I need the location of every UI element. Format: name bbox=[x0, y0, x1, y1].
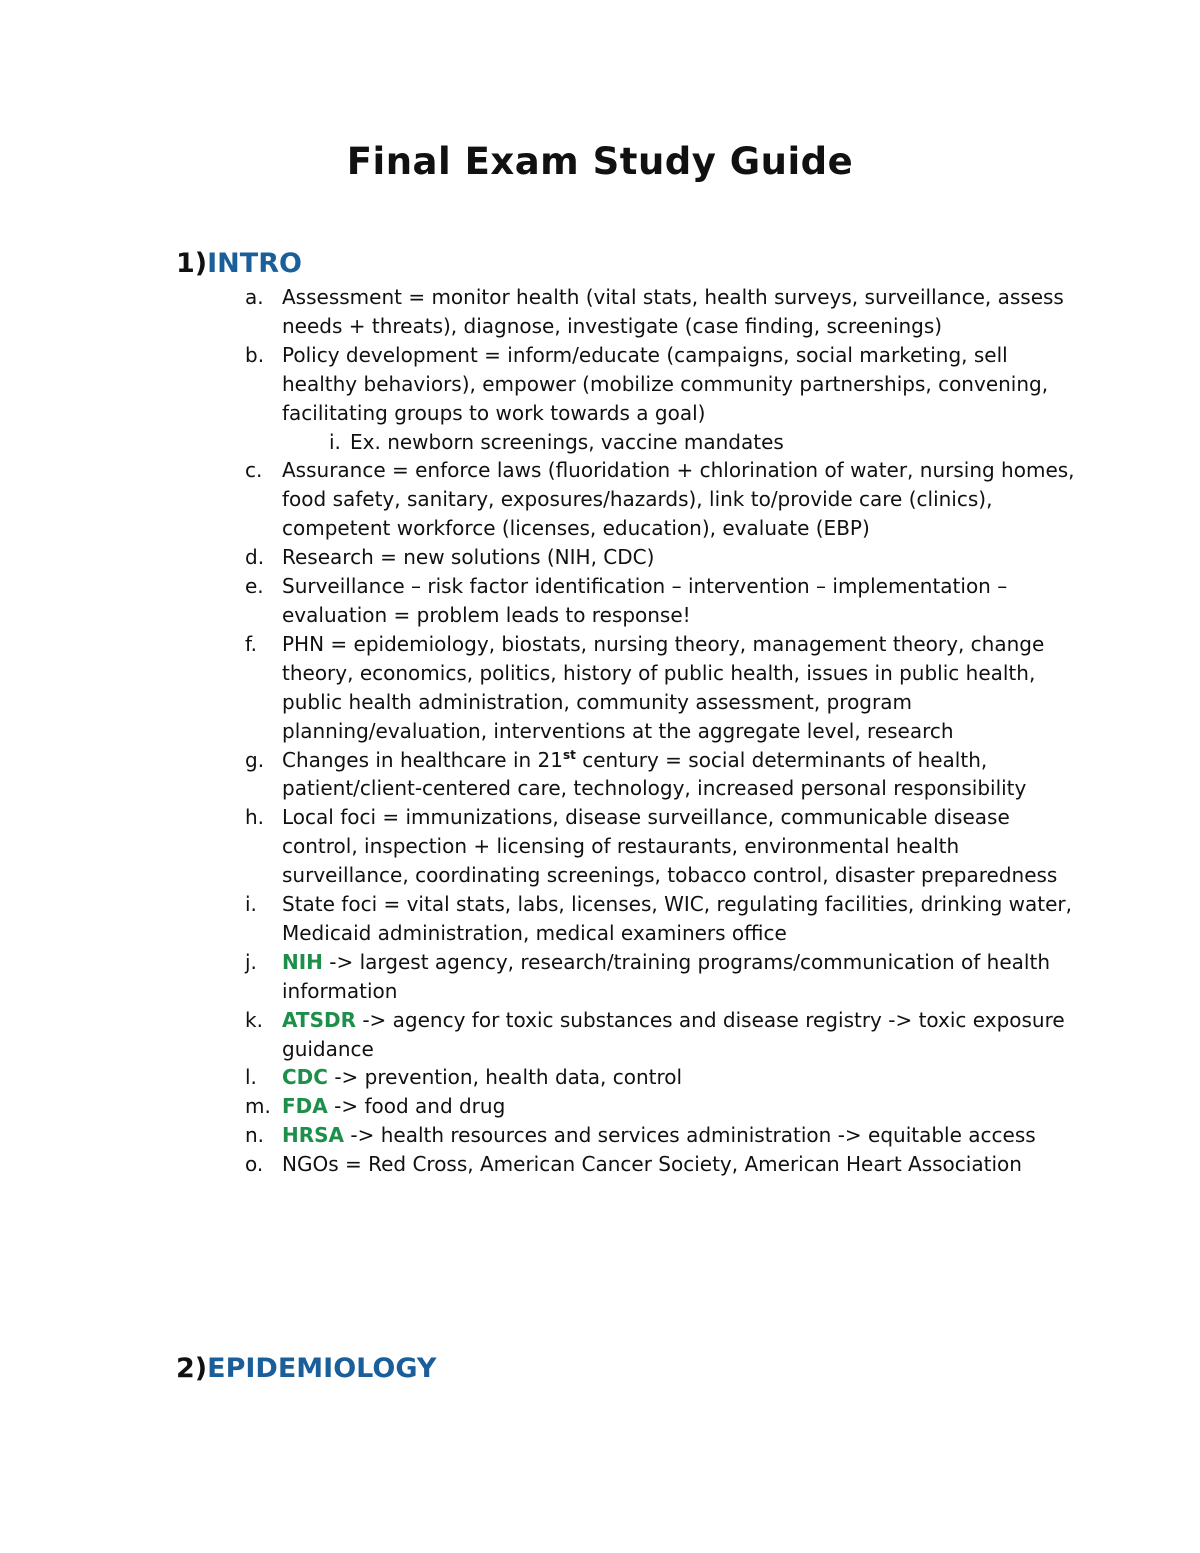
list-marker: l. bbox=[245, 1065, 257, 1090]
list-item-b bbox=[245, 341, 1075, 457]
list-item-e bbox=[245, 572, 1075, 630]
item-text-end: century = social determinants of health, patient/client-centered care, technology, increased personal responsibility bbox=[282, 747, 1027, 801]
page-title: Final Exam Study Guide bbox=[346, 140, 854, 183]
item-text: Ex. newborn screenings, vaccine mandates bbox=[350, 429, 784, 454]
list-item-o bbox=[245, 1150, 1075, 1179]
item-text: -> food and drug bbox=[327, 1094, 506, 1119]
list-marker: f. bbox=[245, 631, 257, 656]
item-text: PHN = epidemiology, biostats, nursing theory, management theory, change theory, economics, politics, history of public health, issues in public health, public health administration, community assessment, program planning/evaluation, interventions at the aggregate level, research bbox=[282, 631, 1045, 743]
list-item-c bbox=[245, 456, 1075, 543]
list-marker: d. bbox=[245, 545, 265, 570]
agency-acronym: FDA bbox=[282, 1094, 328, 1119]
agency-acronym: NIH bbox=[282, 949, 323, 974]
item-text: -> health resources and services administration -> equitable access bbox=[344, 1123, 1036, 1148]
item-text: -> agency for toxic substances and disease registry -> toxic exposure guidance bbox=[282, 1007, 1065, 1061]
agency-acronym: CDC bbox=[282, 1065, 328, 1090]
item-text: State foci = vital stats, labs, licenses, WIC, regulating facilities, drinking water, Medicaid administration, medical examiners office bbox=[282, 892, 1072, 945]
intro-list bbox=[245, 283, 1075, 1179]
item-text: Surveillance – risk factor identification – intervention – implementation – evaluation = problem leads to response! bbox=[282, 574, 1008, 627]
list-marker: i. bbox=[245, 892, 257, 917]
section-number: 1) bbox=[176, 248, 208, 279]
list-item-j bbox=[245, 948, 1075, 1006]
list-item-d bbox=[245, 543, 1075, 572]
item-text: -> largest agency, research/training programs/communication of health information bbox=[282, 949, 1050, 1003]
list-item-l bbox=[245, 1063, 1075, 1092]
item-text: Research = new solutions (NIH, CDC) bbox=[282, 545, 655, 570]
list-marker: a. bbox=[245, 285, 264, 309]
list-marker: j. bbox=[245, 949, 257, 974]
list-item-m bbox=[245, 1092, 1075, 1121]
superscript: st bbox=[563, 747, 576, 762]
item-text: Assurance = enforce laws (fluoridation + chlorination of water, nursing homes, food safety, sanitary, exposures/hazards), link to/provide care (clinics), competent workforce (licenses, education), evaluate (EBP) bbox=[282, 458, 1075, 541]
list-item-n bbox=[245, 1121, 1075, 1150]
list-marker: g. bbox=[245, 747, 265, 772]
section-number: 2) bbox=[176, 1353, 208, 1384]
list-item-f bbox=[245, 630, 1075, 746]
list-marker: c. bbox=[245, 458, 263, 483]
item-text: Assessment = monitor health (vital stats, health surveys, surveillance, assess needs + threats), diagnose, investigate (case finding, screenings) bbox=[282, 285, 1064, 338]
list-marker: o. bbox=[245, 1152, 264, 1177]
sub-list bbox=[282, 428, 1075, 457]
list-item-a bbox=[245, 283, 1075, 341]
list-item-h bbox=[245, 803, 1075, 890]
list-marker: b. bbox=[245, 342, 265, 367]
item-text-start: Changes in healthcare in 21 bbox=[282, 747, 563, 772]
item-text: Policy development = inform/educate (campaigns, social marketing, sell healthy behaviors), empower (mobilize community partnerships, convening, facilitating groups to work towards a goal) bbox=[282, 342, 1049, 425]
list-marker: h. bbox=[245, 805, 265, 830]
agency-acronym: ATSDR bbox=[282, 1007, 356, 1032]
section-heading-epidemiology bbox=[176, 1352, 436, 1386]
list-marker: n. bbox=[245, 1123, 265, 1148]
list-marker: k. bbox=[245, 1007, 263, 1032]
list-marker: m. bbox=[245, 1094, 271, 1119]
list-item-g bbox=[245, 746, 1075, 804]
list-marker: i. bbox=[329, 429, 341, 454]
list-marker: e. bbox=[245, 574, 264, 599]
item-text: Local foci = immunizations, disease surveillance, communicable disease control, inspection + licensing of restaurants, environmental health surveillance, coordinating screenings, tobacco control, disaster preparedness bbox=[282, 805, 1058, 888]
section-name: INTRO bbox=[207, 248, 302, 279]
section-name: EPIDEMIOLOGY bbox=[207, 1353, 437, 1384]
sub-list-item-i bbox=[282, 428, 1075, 457]
item-text: -> prevention, health data, control bbox=[327, 1065, 683, 1090]
section-heading-intro bbox=[176, 247, 302, 281]
item-text: NGOs = Red Cross, American Cancer Society, American Heart Association bbox=[282, 1152, 1022, 1177]
list-item-i bbox=[245, 890, 1075, 948]
agency-acronym: HRSA bbox=[282, 1123, 345, 1148]
list-item-k bbox=[245, 1006, 1075, 1064]
